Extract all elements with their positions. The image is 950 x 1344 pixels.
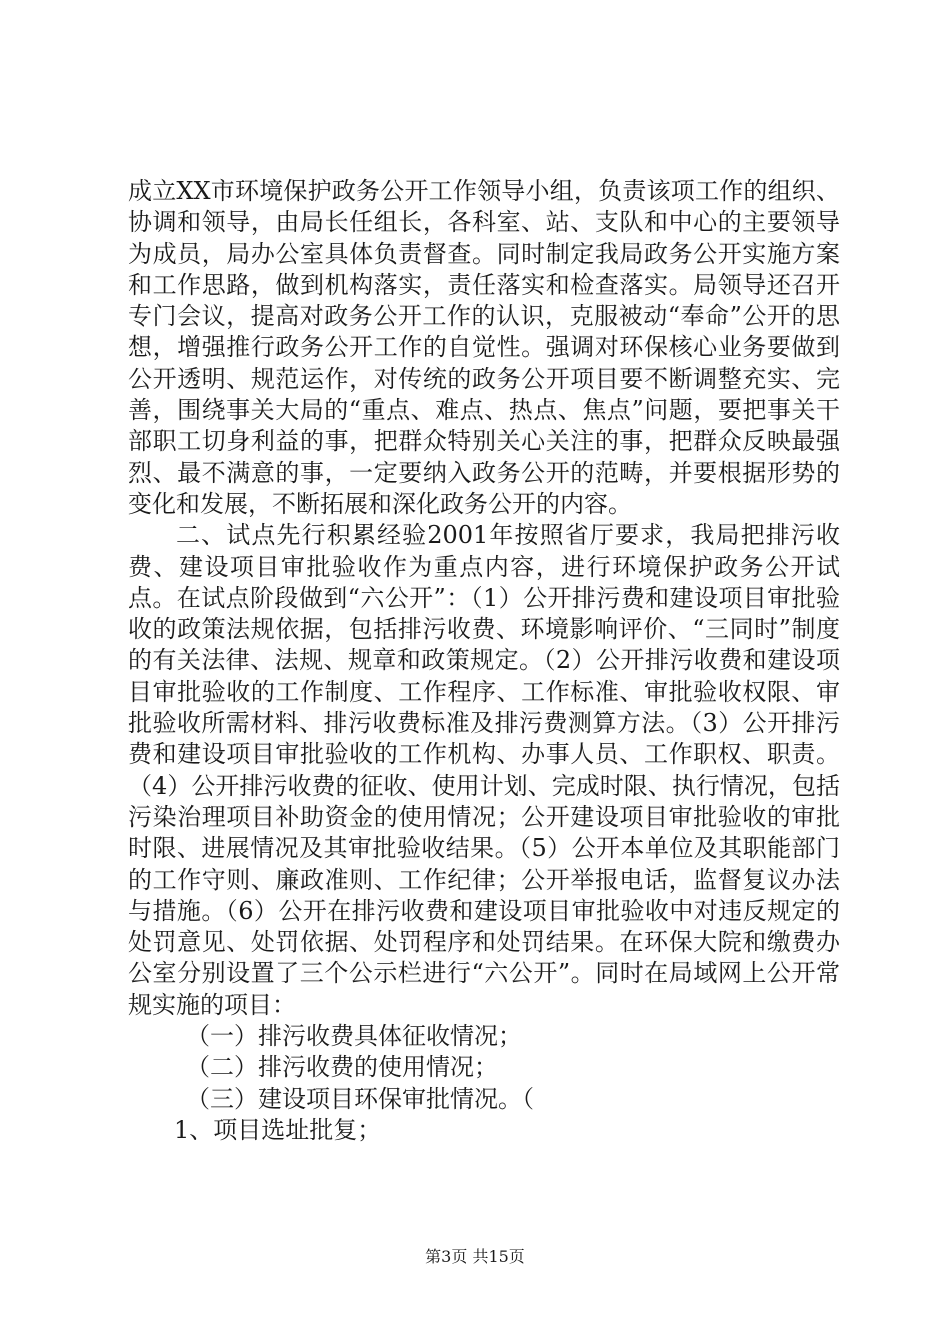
list-item-collection: （一）排污收费具体征收情况； — [186, 1022, 522, 1051]
document-body — [128, 176, 840, 1146]
sub-item-site-approval: 1、项目选址批复； — [174, 1115, 382, 1144]
page-number-footer: 第3页 共15页 — [425, 1247, 525, 1266]
list-item-usage: （二）排污收费的使用情况； — [186, 1053, 498, 1082]
list-item-approval: （三）建设项目环保审批情况。（ — [186, 1084, 534, 1113]
paragraph-pilot-experience: 二、试点先行积累经验2001年按照省厅要求，我局把排污收费、建设项目审批验收作为重点内容，进行环境保护政务公开试点。在试点阶段做到“六公开”：（1）公开排污费和建设项目审批验收的政策法规依据，包括排污收费、环境影响评价、“三同时”制度的有关法律、法规、规章和政策规定。（2）公开排污收费和建设项目审批验收的工作制度、工作程序、工作标准、审批验收权限、审批验收所需材料、排污收费标准及排污费测算方法。（3）公开排污费和建设项目审批验收的工作机构、办事人员、工作职权、职责。（4）公开排污收费的征收、使用计划、完成时限、执行情况，包括污染治理项目补助资金的使用情况；公开建设项目审批验收的审批时限、进展情况及其审批验收结果。（5）公开本单位及其职能部门的工作守则、廉政准则、工作纪律；公开举报电话，监督复议办法与措施。（6）公开在排污收费和建设项目审批验收中对违反规定的处罚意见、处罚依据、处罚程序和处罚结果。在环保大院和缴费办公室分别设置了三个公示栏进行“六公开”。同时在局域网上公开常规实施的项目： — [128, 521, 840, 1019]
paragraph-leadership-group: 成立XX市环境保护政务公开工作领导小组，负责该项工作的组织、协调和领导，由局长任组长，各科室、站、支队和中心的主要领导为成员，局办公室具体负责督查。同时制定我局政务公开实施方案和工作思路，做到机构落实，责任落实和检查落实。局领导还召开专门会议，提高对政务公开工作的认识，克服被动“奉命”公开的思想，增强推行政务公开工作的自觉性。强调对环保核心业务要做到公开透明、规范运作，对传统的政务公开项目要不断调整充实、完善，围绕事关大局的“重点、难点、热点、焦点”问题，要把事关干部职工切身利益的事，把群众特别关心关注的事，把群众反映最强烈、最不满意的事，一定要纳入政务公开的范畴，并要根据形势的变化和发展，不断拓展和深化政务公开的内容。 — [128, 177, 840, 518]
